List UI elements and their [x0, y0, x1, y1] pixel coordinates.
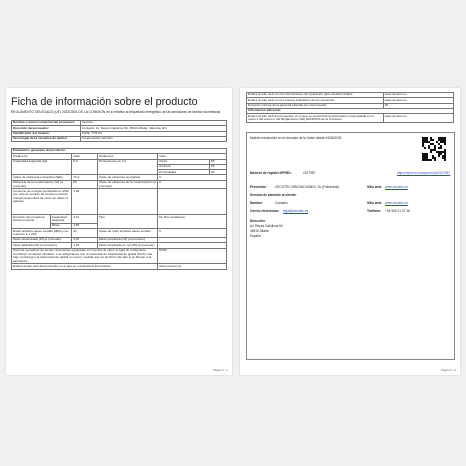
service-label: Servicio de atención al cliente: — [250, 193, 297, 197]
qr-code-icon — [422, 137, 446, 161]
table-row: Parámetros generales del producto: — [12, 149, 227, 154]
eprel-number: 2227957 — [303, 171, 316, 175]
email-link[interactable]: legal@cecotec.es — [283, 209, 309, 213]
table-row: Identificador del modelo: LVRE_TTS711 — [12, 131, 227, 136]
table-row: Enlace al sitio web con los precios indicativos de los repuestos www.cecotec.es — [247, 98, 454, 103]
table-row: Capacidad asignada (kg) 6,0 Dimensiones en cm Altura 85 — [12, 159, 227, 164]
table-row: Ruido acústico aéreo emitido [dB(A) con respecto a 1 pW] 64 Clase de ruido acústico aéreo emitido C — [12, 229, 227, 238]
table-row: Profundidad 64 — [12, 170, 227, 175]
address-line: Av. Reyes Católicos 60 — [250, 224, 283, 228]
table-row: Parámetro Valor Parámetro Valor — [12, 154, 227, 159]
table-row: Modo desactivado [W] (a proceder) 0,46 Modo preparado [W] (a proceder) - — [12, 238, 227, 243]
supplier-info-table — [11, 120, 227, 142]
provider-site-label: Sitio web: — [367, 185, 383, 189]
phone-label: Teléfono: — [367, 209, 382, 213]
address-line: España — [250, 234, 261, 238]
provider-site-link[interactable]: www.cecotec.es — [385, 185, 408, 189]
contact-name-value: Contacto — [275, 201, 288, 205]
service-site-link[interactable]: www.cecotec.es — [385, 201, 408, 205]
table-row: Nombre o marca comercial del proveedor: Cecotec — [12, 121, 227, 126]
regulation-heading: REGLAMENTO DELEGADO (UE) 2023/2534 DE LA COMISIÓN en lo relativo al etiquetado energético de las secadoras de tambor domésticas — [11, 110, 221, 114]
page-one — [6, 88, 232, 375]
table-row: Anchura 59 — [12, 164, 227, 169]
eprel-label: Número de registro EPREL: — [250, 171, 292, 175]
service-site-label: Sitio web: — [367, 201, 383, 205]
table-row: Para las secadoras de tambor domésticas equipadas con bomba de calor: la fuga de refrigerante contribuye al cambio climático. Los refrigerantes con un potencial de calentamiento global (PCA) más bajo contribuyen al calentamiento global en menor medida que los de PCA más alto si se liberan a la atmósfera. R290 — [12, 248, 227, 264]
page-number: Página 1 / 2 — [213, 368, 228, 372]
repair-info-table — [246, 92, 454, 123]
email-label: Correo electrónico: — [250, 209, 280, 213]
table-row: Información adicional: — [247, 108, 454, 113]
table-row: Enlace al sitio web del proveedor en el que se encuentra la información www.cecotec.es — [12, 264, 227, 269]
table-row: Tecnología de la secadora de tambor Condensador eléctrico — [12, 136, 227, 141]
table-row: Consumo de energía ponderado en kWh por ciclo de secado. El consumo real de energía dependerá de cómo se utilice el aparato. 1,90 — [12, 189, 227, 215]
phone-value: +34 963 21 07 28 — [385, 209, 410, 213]
table-row: Enlace al sitio web del proveedor, en el que se encontrará la información contemplada en el punto 4 del anexo II del Reglamento (UE) 2023/2533 de la Comisión: www.cecotec.es — [247, 114, 454, 123]
address-line: 46910 Alfafar — [250, 229, 269, 233]
contact-name-label: Nombre: — [250, 201, 264, 205]
product-parameters-table — [11, 148, 227, 270]
eprel-registration-box — [246, 132, 455, 360]
address-label: Dirección: — [250, 219, 266, 223]
table-row: Duración del programa [horas:minutos] Capacidad asignada 3:21 Tipo De libre instalación — [12, 215, 227, 224]
table-row: Mitad 1:56 — [12, 224, 227, 229]
page-two — [240, 88, 460, 375]
table-row: Dirección del proveedor: Contacto: Av. Reyes Católicos 60, 46910 Alfafar, Valencia, ES — [12, 126, 227, 131]
table-row: Duración mínima de la garantía ofrecida por el proveedor 36 — [247, 103, 454, 108]
eprel-link[interactable]: https://eprel.ec.europa.eu/qr/2227957 — [397, 171, 451, 175]
document-title: Ficha de información sobre el producto — [11, 96, 198, 108]
table-row: Índice de eficiencia energética (IEE) 74,4 Clase de eficiencia energética C — [12, 175, 227, 180]
market-date-text: Modelo introducido en el mercado de la Unión desde 04/06/2025 — [250, 136, 342, 140]
provider-label: Proveedor: — [250, 185, 267, 189]
table-row: Inicio aplazado [W] (a proceder) 1,25 Modo preparado en red [W] (a proceder) - — [12, 243, 227, 248]
table-row: Enlace al sitio web con las instrucciones de reparación para usuarios finales www.cecotec.es — [247, 93, 454, 98]
table-row: Eficiencia de la condensación [%] (a proceder) 83 Clase de eficiencia de la condensación (a proceder) C — [12, 180, 227, 189]
page-number: Página 2 / 2 — [441, 368, 456, 372]
provider-value: CECOTEC INNOVACIONES, SL (Fabricante) — [275, 185, 340, 189]
